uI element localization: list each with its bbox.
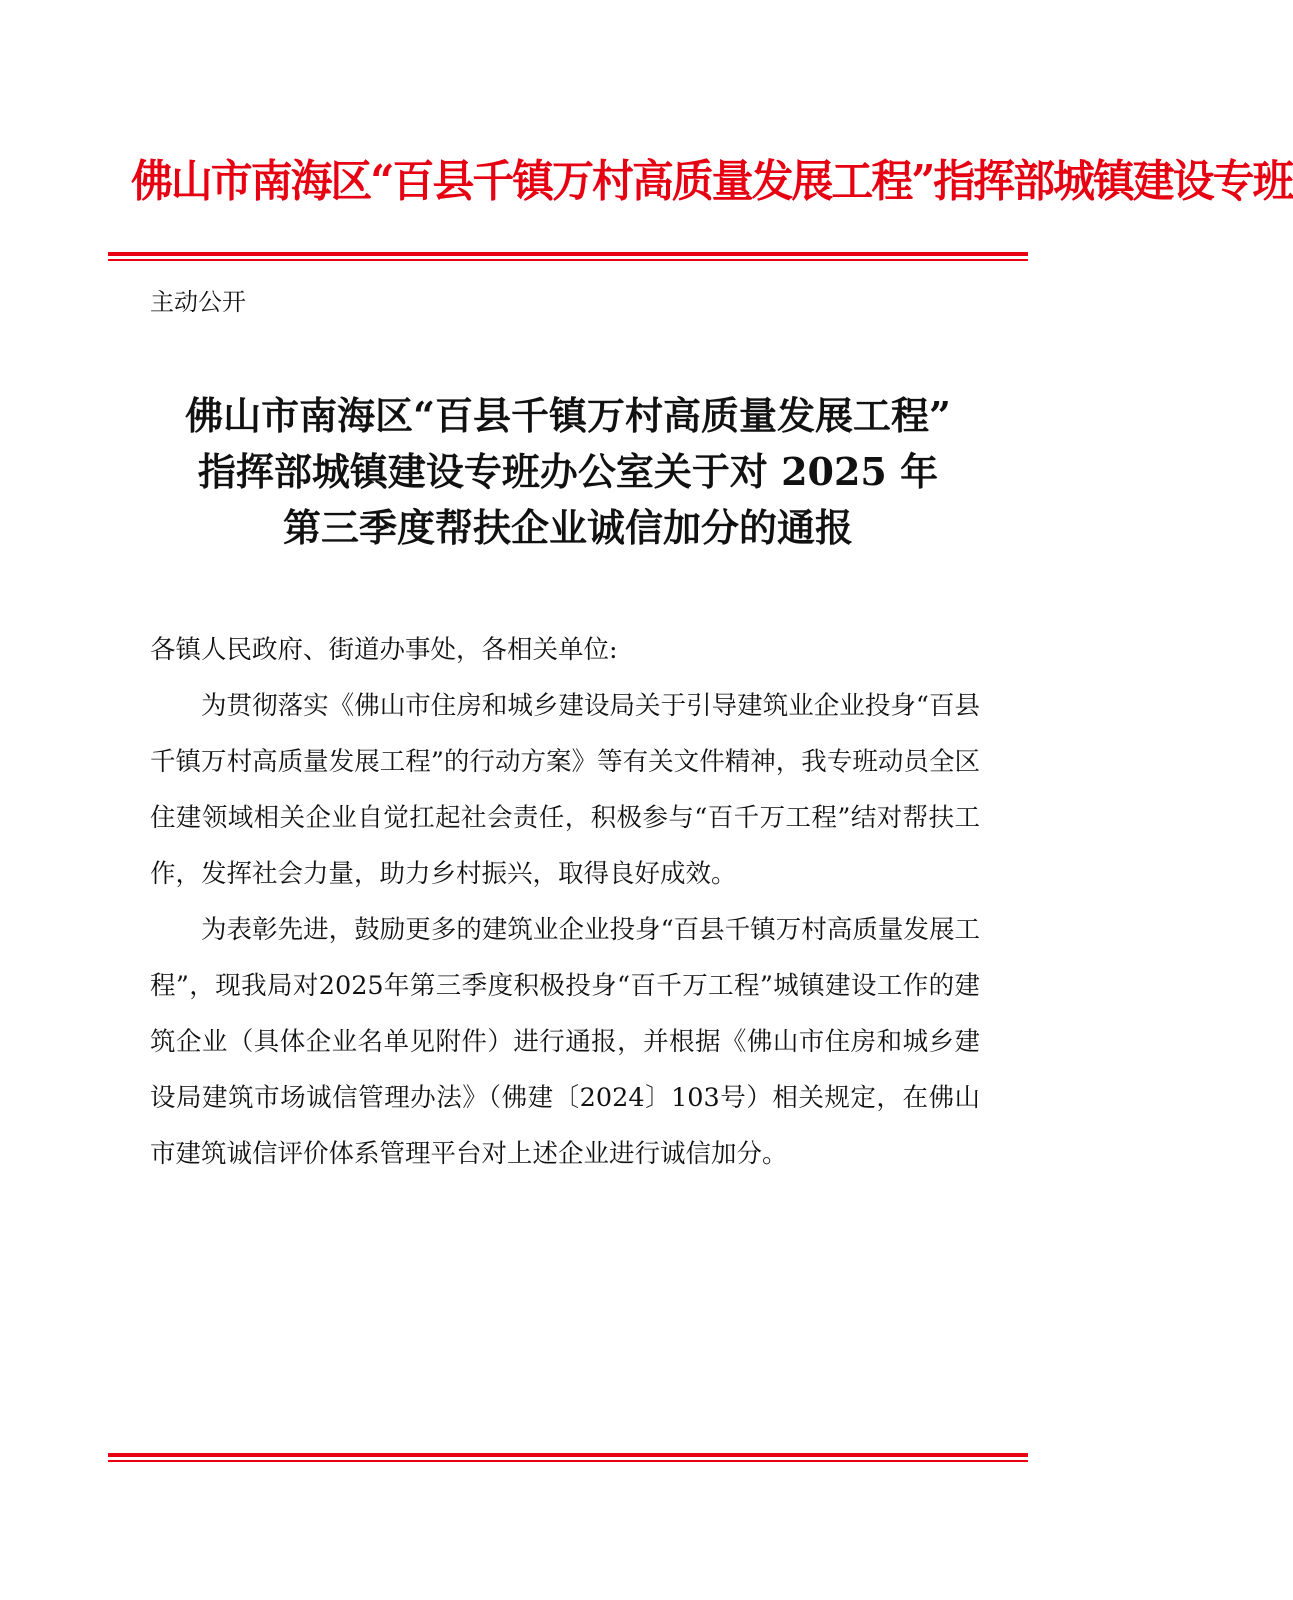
salutation: 各镇人民政府、街道办事处，各相关单位: (150, 635, 618, 665)
document-title-line-3: 第三季度帮扶企业诚信加分的通报 (282, 505, 853, 550)
letterhead-rule-thick (108, 252, 1028, 256)
document-title-line-1: 佛山市南海区“百县千镇万村高质量发展工程” (185, 393, 951, 438)
document-title (108, 388, 1028, 556)
document-body (150, 622, 980, 1182)
document-title-line-2: 指挥部城镇建设专班办公室关于对 2025 年 (197, 449, 939, 494)
body-paragraph-1: 为贯彻落实《佛山市住房和城乡建设局关于引导建筑业企业投身“百县千镇万村高质量发展工程”的行动方案》等有关文件精神，我专班动员全区住建领域相关企业自觉扛起社会责任，积极参与“百千万工程”结对帮扶工作，发挥社会力量，助力乡村振兴，取得良好成效。 (150, 691, 980, 889)
disclosure-label: 主动公开 (150, 288, 246, 316)
letterhead-rule-thin (108, 259, 1028, 261)
letterhead-title: 佛山市南海区“百县千镇万村高质量发展工程”指挥部城镇建设专班 (131, 156, 1293, 207)
footer-rule-thick (108, 1453, 1028, 1457)
body-paragraph-2: 为表彰先进，鼓励更多的建筑业企业投身“百县千镇万村高质量发展工程”，现我局对2025年第三季度积极投身“百千万工程”城镇建设工作的建筑企业（具体企业名单见附件）进行通报，并根据《佛山市住房和城乡建设局建筑市场诚信管理办法》（佛建〔2024〕103号）相关规定，在佛山市建筑诚信评价体系管理平台对上述企业进行诚信加分。 (150, 915, 980, 1169)
footer-rule-thin (108, 1460, 1028, 1462)
